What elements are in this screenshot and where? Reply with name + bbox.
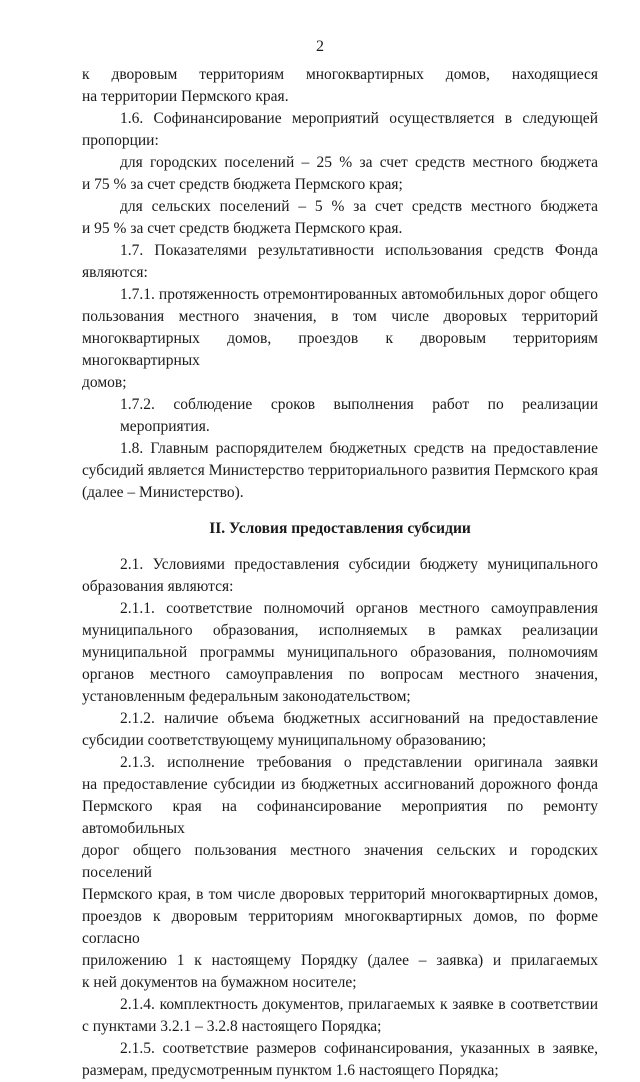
paragraph-2-1-3 xyxy=(82,752,598,994)
text-line: образования являются: xyxy=(82,578,234,595)
text-line: на территории Пермского края. xyxy=(82,88,289,105)
section-heading: II. Условия предоставления субсидии xyxy=(209,520,471,537)
paragraph-2-1-5 xyxy=(82,1038,598,1082)
text-line: пропорции: xyxy=(82,132,159,149)
text-line: домов; xyxy=(82,374,127,391)
text-line: 2.1.4. комплектность документов, прилагаемых к заявке в соответствии xyxy=(120,996,598,1013)
text-line: установленным федеральным законодательством; xyxy=(82,688,411,705)
paragraph-2-1-4 xyxy=(82,994,598,1038)
paragraph-1-7 xyxy=(82,240,598,284)
text-line: 1.6. Софинансирование мероприятий осуществляется в следующей xyxy=(120,110,598,127)
text-line: субсидий является Министерство территориального развития Пермского края xyxy=(82,462,598,479)
text-line: пользования местного значения, в том числе дворовых территорий xyxy=(82,308,598,325)
paragraph-1-7-2 xyxy=(82,394,598,438)
text-line: для сельских поселений – 5 % за счет средств местного бюджета xyxy=(120,198,598,215)
text-line: муниципального образования, исполняемых в рамках реализации xyxy=(82,622,598,639)
text-line: 2.1.3. исполнение требования о представлении оригинала заявки xyxy=(120,754,598,771)
paragraph-1-6-urban xyxy=(82,152,598,196)
text-line: 2.1.1. соответствие полномочий органов местного самоуправления xyxy=(120,600,598,617)
paragraph-2-1-1 xyxy=(82,598,598,708)
paragraph-1-6 xyxy=(82,108,598,152)
text-line: для городских поселений – 25 % за счет средств местного бюджета xyxy=(120,154,598,171)
text-line: Пермского края, в том числе дворовых территорий многоквартирных домов, xyxy=(82,886,598,903)
document-body xyxy=(82,64,598,1082)
text-line: приложению 1 к настоящему Порядку (далее – заявка) и прилагаемых xyxy=(82,952,598,969)
paragraph-1-7-1 xyxy=(82,284,598,394)
text-line: на предоставление субсидии из бюджетных ассигнований дорожного фонда xyxy=(82,776,598,793)
text-line: размерам, предусмотренным пунктом 1.6 настоящего Порядка; xyxy=(82,1062,499,1079)
text-line: проездов к дворовым территориям многоквартирных домов, по форме согласно xyxy=(82,908,598,947)
text-line: Пермского края на софинансирование мероприятия по ремонту автомобильных xyxy=(82,798,598,837)
text-line: с пунктами 3.2.1 – 3.2.8 настоящего Порядка; xyxy=(82,1018,382,1035)
text-line: (далее – Министерство). xyxy=(82,484,244,501)
text-line: 1.7.1. протяженность отремонтированных автомобильных дорог общего xyxy=(120,286,598,303)
text-line: многоквартирных домов, проездов к дворовым территориям многоквартирных xyxy=(82,330,598,369)
text-line: 2.1. Условиями предоставления субсидии бюджету муниципального xyxy=(120,556,598,573)
text-line: 2.1.5. соответствие размеров софинансирования, указанных в заявке, xyxy=(120,1040,598,1057)
paragraph-intro-continuation xyxy=(82,64,598,108)
text-line: и 95 % за счет средств бюджета Пермского края. xyxy=(82,220,403,237)
paragraph-2-1-2 xyxy=(82,708,598,752)
text-line: являются: xyxy=(82,264,148,281)
page-number: 2 xyxy=(316,38,324,55)
paragraph-1-6-rural xyxy=(82,196,598,240)
text-line: 1.7. Показателями результативности использования средств Фонда xyxy=(120,242,598,259)
text-line: муниципальной программы муниципального образования, полномочиям xyxy=(82,644,598,661)
paragraph-2-1 xyxy=(82,554,598,598)
text-line: органов местного самоуправления по вопросам местного значения, xyxy=(82,666,598,683)
paragraph-1-8 xyxy=(82,438,598,504)
text-line: субсидии соответствующему муниципальному образованию; xyxy=(82,732,487,749)
text-line: 1.8. Главным распорядителем бюджетных средств на предоставление xyxy=(120,440,598,457)
text-line: и 75 % за счет средств бюджета Пермского края; xyxy=(82,176,403,193)
text-line: дорог общего пользования местного значения сельских и городских поселений xyxy=(82,842,598,881)
text-line: 1.7.2. соблюдение сроков выполнения работ по реализации мероприятия. xyxy=(120,396,598,435)
text-line: 2.1.2. наличие объема бюджетных ассигнований на предоставление xyxy=(120,710,598,727)
text-line: к ней документов на бумажном носителе; xyxy=(82,974,357,991)
text-line: к дворовым территориям многоквартирных домов, находящиеся xyxy=(82,66,598,83)
